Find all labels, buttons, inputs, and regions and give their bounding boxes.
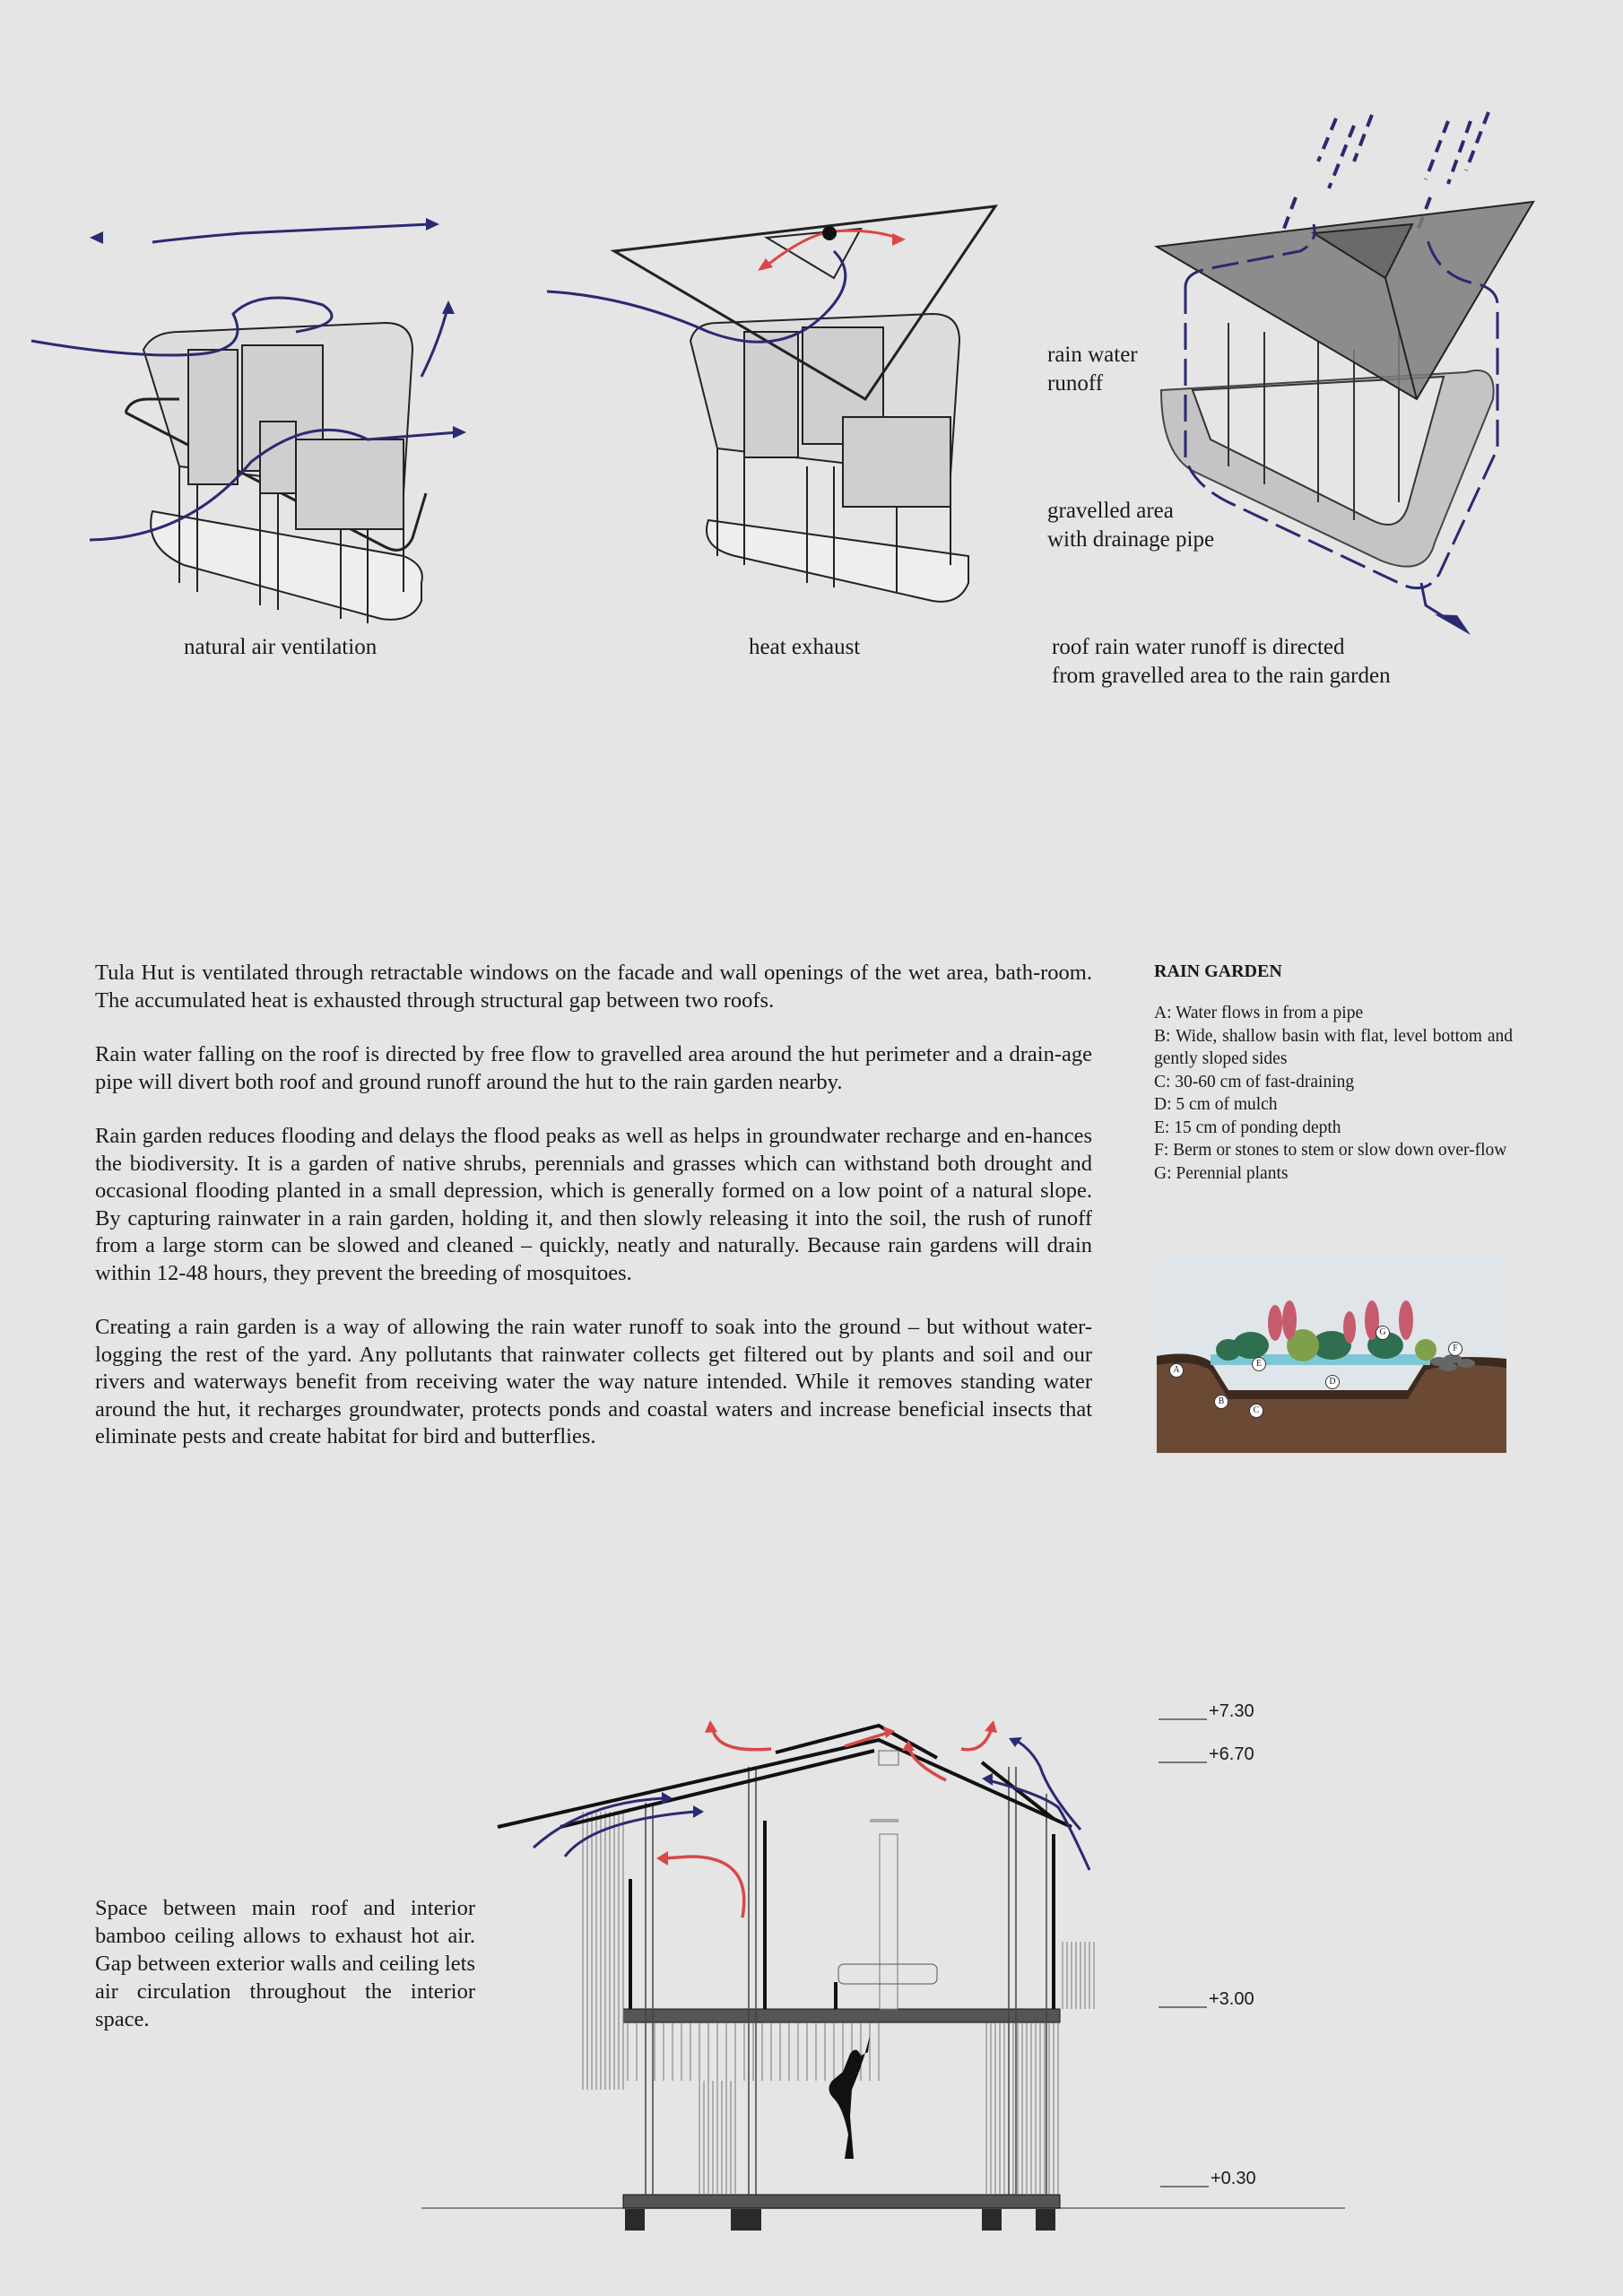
legend-item: B: Wide, shallow basin with flat, level bottom and gently sloped sides: [1154, 1026, 1513, 1068]
body-text: [95, 960, 1092, 1478]
arrow-icon: [892, 233, 906, 246]
arrow-icon: [1435, 614, 1471, 635]
arrow-icon: [442, 300, 455, 314]
arrow-icon: [705, 1720, 717, 1733]
arrow-icon: [90, 231, 103, 244]
section-drawing: [421, 1713, 1363, 2224]
arrow-icon: [656, 1851, 668, 1866]
legend-item: F: Berm or stones to stem or slow down over-flow: [1154, 1141, 1507, 1160]
rain-runoff-label: rain water runoff: [1047, 343, 1138, 396]
rain-garden-legend: [1154, 961, 1513, 1185]
rain-garden-illustration: [1157, 1256, 1506, 1453]
paragraph-creating-rain-garden: Creating a rain garden is a way of allowing the rain water runoff to soak into the ground – but without water-logging the rest of the yard. Any pollutants that rainwater collects get filtered out by plants and soil and our rivers and waterways benefit from receiving water the way nature intended. While it removes standing water around the hut, it recharges groundwater, protects ponds and coastal waters and increase beneficial insects that eliminate pests and create habitat for bird and butterflies.: [95, 1315, 1092, 1448]
marker-f: F: [1448, 1342, 1462, 1356]
legend-item: E: 15 cm of ponding depth: [1154, 1118, 1341, 1137]
legend-item: A: Water flows in from a pipe: [1154, 1004, 1364, 1022]
arrow-icon: [693, 1805, 704, 1818]
level-mark-3-00: +3.00: [1159, 1989, 1254, 2010]
marker-c: C: [1249, 1404, 1263, 1418]
arrow-icon: [426, 218, 439, 230]
rain-runoff-diagram: [1139, 108, 1551, 637]
rain-runoff-caption: roof rain water runoff is directed from gravelled area to the rain garden: [1052, 635, 1391, 688]
marker-d: D: [1325, 1375, 1340, 1389]
arrow-icon: [982, 1773, 993, 1786]
arrow-icon: [758, 258, 773, 271]
marker-b: B: [1214, 1395, 1228, 1409]
marker-e: E: [1252, 1357, 1266, 1371]
arrow-icon: [985, 1720, 997, 1733]
level-mark-7-30: +7.30: [1159, 1701, 1254, 1722]
paragraph-rain-garden: Rain garden reduces flooding and delays the flood peaks as well as helps in groundwater recharge and en-hances the biodiversity. It is a garden of native shrubs, perennials and grasses which can withstand both drought and occasional flooding planted in a small depression, which is generally formed on a low point of a natural slope. By capturing rainwater in a rain garden, holding it, and then slowly releasing it into the soil, the rush of runoff from a large storm can be slowed and cleaned – quickly, neatly and naturally. Because rain gardens will drain within 12-48 hours, they prevent the breeding of mosquitoes.: [95, 1124, 1092, 1285]
paragraph-rain-water: Rain water falling on the roof is directed by free flow to gravelled area around the hut perimeter and a drain-age pipe will divert both roof and ground runoff around the hut to the rain garden nearby.: [95, 1042, 1092, 1094]
heat-exhaust-caption: heat exhaust: [749, 635, 861, 659]
marker-a: A: [1169, 1363, 1184, 1378]
section-note: Space between main roof and interior bamboo ceiling allows to exhaust hot air. Gap between exterior walls and ceiling lets air circulation throughout the interior space.: [95, 1896, 475, 2031]
legend-item: D: 5 cm of mulch: [1154, 1095, 1278, 1114]
paragraph-ventilation: Tula Hut is ventilated through retractable windows on the facade and wall openings of the wet area, bath-room. The accumulated heat is exhausted through structural gap between two roofs.: [95, 961, 1092, 1013]
arrow-icon: [883, 1726, 895, 1738]
level-mark-6-70: +6.70: [1159, 1744, 1254, 1765]
arrow-icon: [453, 426, 466, 439]
rain-garden-title: RAIN GARDEN: [1154, 961, 1282, 981]
level-mark-0-30: +0.30: [1160, 2169, 1256, 2189]
person-silhouette: [829, 2036, 870, 2159]
heat-exhaust-diagram: [538, 179, 1004, 556]
legend-item: C: 30-60 cm of fast-draining: [1154, 1072, 1355, 1091]
ventilation-caption: natural air ventilation: [184, 635, 378, 659]
legend-item: G: Perennial plants: [1154, 1163, 1289, 1183]
gravelled-area-label: gravelled area with drainage pipe: [1047, 499, 1215, 552]
ventilation-diagram: [27, 206, 493, 583]
marker-g: G: [1376, 1326, 1390, 1340]
